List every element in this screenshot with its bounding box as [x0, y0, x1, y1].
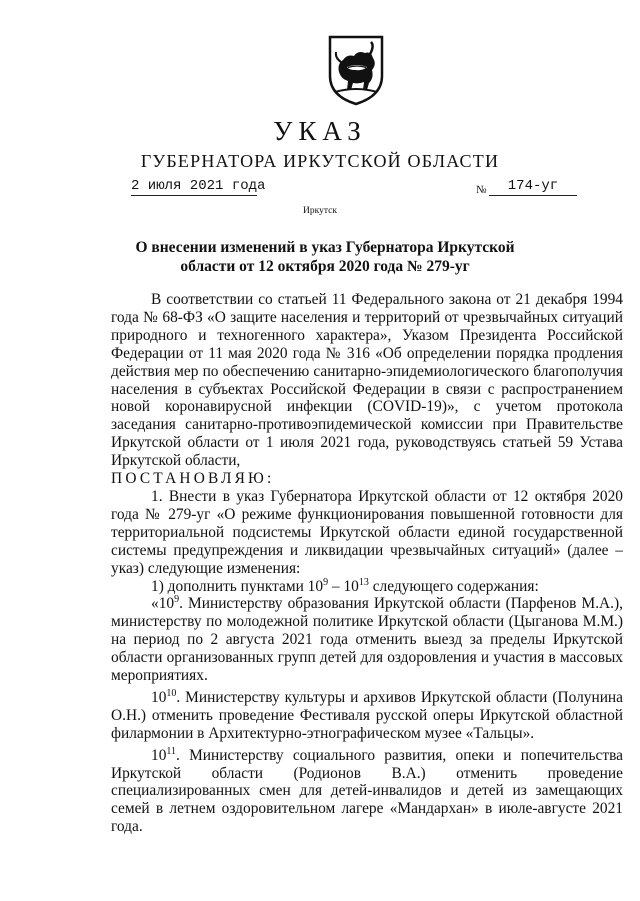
point-number: «10: [151, 595, 175, 613]
subitem-1-text-c: следующего содержания:: [368, 577, 539, 595]
superscript: 9: [174, 594, 180, 606]
document-number: 174-уг: [489, 177, 577, 196]
point-text: . Министерству культуры и архивов Иркутской области (Полунина О.Н.) отменить проведение Фестиваля русской оперы Иркутской областной филармонии в Архитектурно-этнографическом музее «Тальцы».: [111, 688, 623, 742]
decree-word: ПОСТАНОВЛЯЮ:: [111, 470, 275, 488]
point-number: 10: [151, 746, 167, 764]
superscript: 13: [358, 576, 369, 588]
item-1-paragraph: 1. Внести в указ Губернатора Иркутской области от 12 октября 2020 года № 279-уг «О режиме функционирования повышенной готовности для территориальной подсистемы Иркутской области единой государственной системы предупреждения и ликвидации чрезвычайных ситуаций» (далее – указ) следующие изменения:: [111, 487, 623, 577]
number-sign: №: [476, 184, 487, 196]
issuer-line: ГУБЕРНАТОРА ИРКУТСКОЙ ОБЛАСТИ: [140, 151, 500, 171]
point-number: 10: [151, 688, 167, 706]
document-date: 2 июля 2021 года: [131, 178, 266, 194]
document-body: [111, 291, 623, 836]
superscript: 9: [323, 576, 329, 588]
superscript: 11: [166, 745, 177, 757]
point-text: . Министерству социального развития, опеки и попечительства Иркутской области (Родионов В.А.) отменить проведение специализированных смен для детей-инвалидов и детей из замещающих семей в летнем оздоровительном лагере «Мандархан» в июле-августе 2021 года.: [111, 746, 623, 836]
point-text: . Министерству образования Иркутской области (Парфенов М.А.), министерству по молодежной политике Иркутской области (Цыганова М.М.) на период по 2 августа 2021 года отменить выезд за пределы Иркутской области организованных групп детей для оздоровления и участия в массовых мероприятиях.: [111, 595, 623, 685]
subitem-1-paragraph: [111, 578, 623, 596]
superscript: 10: [166, 687, 177, 699]
subitem-1-text-b: – 10: [328, 577, 359, 595]
irkutsk-coat-of-arms-icon: [327, 34, 385, 106]
point-10-11-paragraph: [111, 747, 623, 837]
document-type: УКАЗ: [273, 116, 367, 146]
point-10-10-paragraph: [111, 689, 623, 743]
point-10-9-paragraph: [111, 595, 623, 685]
document-title: О внесении изменений в указ Губернатора Иркутской области от 12 октября 2020 года № 279-уг: [135, 239, 515, 275]
document-city: Иркутск: [303, 206, 337, 216]
subitem-1-text-a: 1) дополнить пунктами 10: [151, 577, 324, 595]
preamble-paragraph: В соответствии со статьей 11 Федерального закона от 21 декабря 1994 года № 68-ФЗ «О защите населения и территорий от чрезвычайных ситуаций природного и техногенного характера», Указом Президента Российской Федерации от 11 мая 2020 года № 316 «Об определении порядка продления действия мер по обеспечению санитарно-эпидемиологического благополучия населения в субъектах Российской Федерации в связи с распространением новой коронавирусной инфекции (COVID-19)», с учетом протокола заседания санитарно-противоэпидемической комиссии при Правительстве Иркутской области от 1 июля 2021 года, руководствуясь статьей 59 Устава Иркутской области,: [111, 291, 623, 470]
